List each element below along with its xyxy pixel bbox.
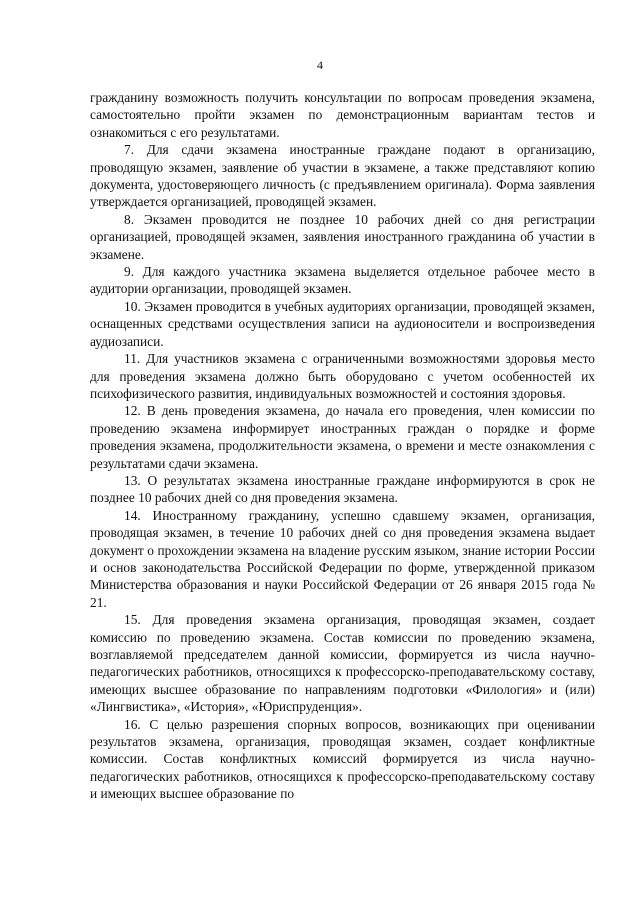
- page-number: 4: [317, 58, 323, 72]
- paragraph-item-7: 7. Для сдачи экзамена иностранные граждане подают в организацию, проводящую экзамен, заявление об участии в экзамене, а также представляют копию документа, удостоверяющего личность (с предъявлением оригинала). Форма заявления утверждается организацией, проводящей экзамен.: [90, 142, 595, 210]
- paragraph-item-15: 15. Для проведения экзамена организация, проводящая экзамен, создает комиссию по проведению экзамена. Состав комиссии по проведению экзамена, возглавляемой председателем данной комиссии, формируется из числа научно-педагогических работников, относящихся к профессорско-преподавательскому составу, имеющих высшее образование по направлениям подготовки «Филология» и (или) «Лингвистика», «История», «Юриспруденция».: [90, 612, 595, 715]
- paragraph-item-11: 11. Для участников экзамена с ограниченными возможностями здоровья место для проведения экзамена должно быть оборудовано с учетом особенностей их психофизического развития, индивидуальных возможностей и состояния здоровья.: [90, 351, 595, 401]
- paragraph-item-13: 13. О результатах экзамена иностранные граждане информируются в срок не позднее 10 рабочих дней со дня проведения экзамена.: [90, 472, 595, 506]
- paragraph-item-14: 14. Иностранному гражданину, успешно сдавшему экзамен, организация, проводящая экзамен, в течение 10 рабочих дней со дня проведения экзамена выдает документ о прохождении экзамена на владение русским языком, знание истории России и основ законодательства Российской Федерации по форме, утвержденной приказом Министерства образования и науки Российской Федерации от 26 января 2015 года № 21.: [90, 507, 595, 610]
- paragraph-continuation: гражданину возможность получить консультации по вопросам проведения экзамена, самостоятельно пройти экзамен по демонстрационным вариантам тестов и ознакомиться с его результатами.: [90, 90, 595, 140]
- paragraph-item-8: 8. Экзамен проводится не позднее 10 рабочих дней со дня регистрации организацией, проводящей экзамен, заявления иностранного гражданина об участии в экзамене.: [90, 211, 595, 262]
- paragraph-item-16: 16. С целью разрешения спорных вопросов, возникающих при оценивании результатов экзамена, организация, проводящая экзамен, создает конфликтные комиссии. Состав конфликтных комиссий формируется из числа научно-педагогических работников, относящихся к профессорско-преподавательскому составу и имеющих высшее образование по: [90, 716, 595, 802]
- paragraph-item-9: 9. Для каждого участника экзамена выделяется отдельное рабочее место в аудитории организации, проводящей экзамен.: [90, 264, 595, 297]
- document-body: [90, 89, 595, 803]
- paragraph-item-10: 10. Экзамен проводится в учебных аудиториях организации, проводящей экзамен, оснащенных средствами осуществления записи на аудионосители и воспроизведения аудиозаписи.: [90, 298, 595, 349]
- paragraph-item-12: 12. В день проведения экзамена, до начала его проведения, член комиссии по проведению экзамена информирует иностранных граждан о порядке и форме проведения экзамена, продолжительности экзамена, о времени и месте ознакомления с результатами сдачи экзамена.: [90, 403, 595, 471]
